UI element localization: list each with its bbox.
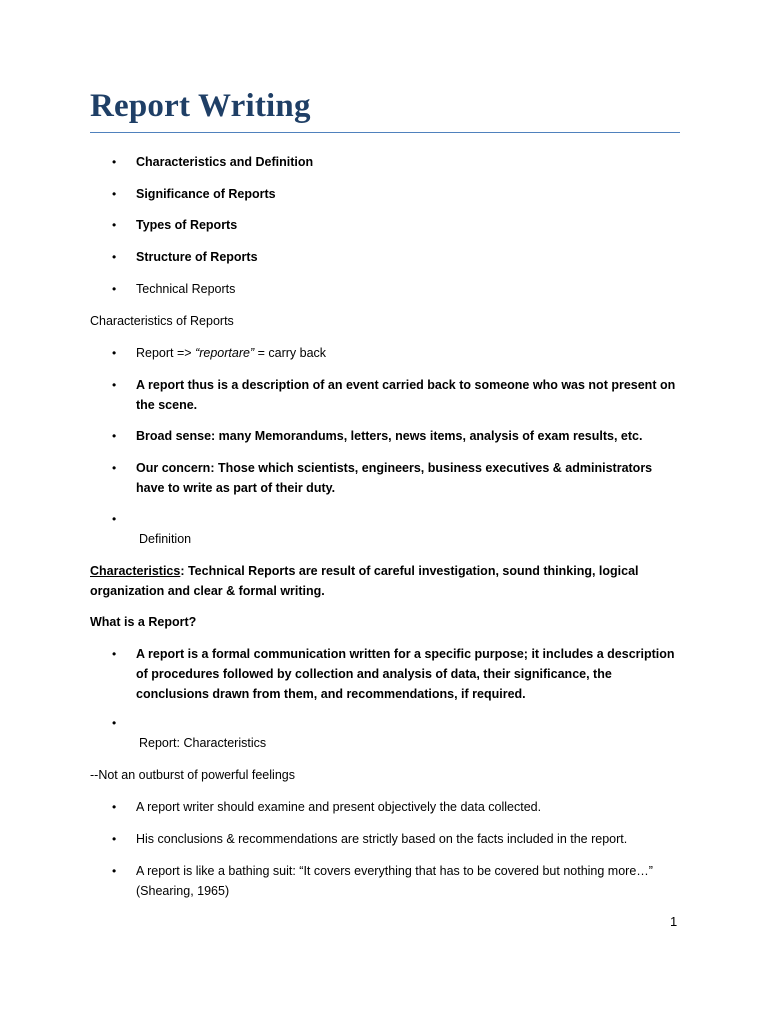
section-heading: Characteristics of Reports (90, 314, 234, 328)
bullet: • (112, 282, 117, 296)
section-heading: What is a Report? (90, 615, 197, 629)
list-item: A report writer should examine and present objectively the data collected. (136, 800, 542, 814)
bullet: • (112, 218, 117, 232)
bullet: • (112, 346, 117, 360)
bullet: • (112, 647, 117, 661)
list-item: Our concern: Those which scientists, engineers, business executives & administrators have to write as part of their duty. (136, 461, 653, 495)
list-item: His conclusions & recommendations are strictly based on the facts included in the report. (136, 832, 628, 846)
list-item-etymology (136, 343, 681, 363)
toc-item: Types of Reports (136, 218, 238, 232)
bullet: • (112, 187, 117, 201)
list-item: A report thus is a description of an event carried back to someone who was not present on the scene. (136, 378, 676, 412)
subheading: Report: Characteristics (139, 736, 267, 750)
bullet: • (112, 429, 117, 443)
title-underline (90, 132, 680, 133)
bullet: • (112, 864, 117, 878)
bullet: • (112, 832, 117, 846)
list-item: A report is like a bathing suit: “It covers everything that has to be covered but nothing more…” (Shearing, 1965) (136, 864, 653, 898)
etymology-suffix: = carry back (254, 346, 327, 360)
bullet: • (112, 800, 117, 814)
toc-item: Significance of Reports (136, 187, 276, 201)
toc-item: Technical Reports (136, 282, 236, 296)
characteristics-text: : Technical Reports are result of careful investigation, sound thinking, logical organization and clear & formal writing. (90, 564, 639, 598)
bullet: • (112, 461, 117, 475)
subheading: Definition (139, 532, 192, 546)
bullet: • (112, 512, 117, 526)
bullet: • (112, 155, 117, 169)
etymology-prefix: Report => (136, 346, 196, 360)
etymology-latin: “reportare” (195, 346, 255, 360)
section-heading: --Not an outburst of powerful feelings (90, 768, 295, 782)
toc-item: Structure of Reports (136, 250, 258, 264)
list-item: Broad sense: many Memorandums, letters, news items, analysis of exam results, etc. (136, 429, 643, 443)
bullet: • (112, 716, 117, 730)
characteristics-label: Characteristics (90, 564, 181, 578)
characteristics-paragraph (90, 561, 650, 601)
bullet: • (112, 250, 117, 264)
toc-item: Characteristics and Definition (136, 155, 314, 169)
list-item: A report is a formal communication written for a specific purpose; it includes a description of procedures followed by collection and analysis of data, their significance, the conclusions drawn from them, and recommendations, if required. (136, 647, 675, 701)
page-number: 1 (670, 914, 678, 929)
bullet: • (112, 378, 117, 392)
document-title: Report Writing (90, 88, 311, 124)
